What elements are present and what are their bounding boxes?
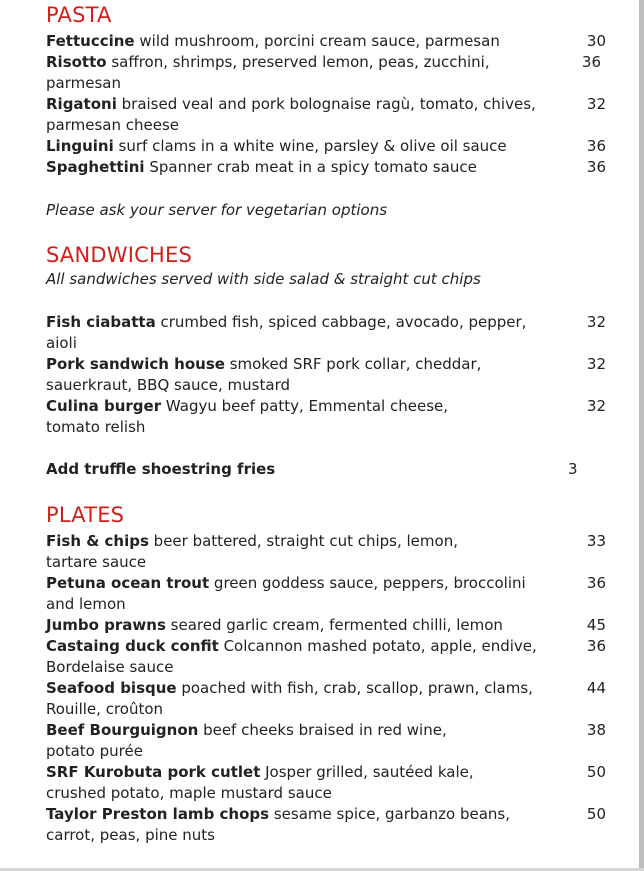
menu-item — [46, 52, 601, 94]
item-description: Spanner crab meat in a spicy tomato sauce — [144, 158, 477, 176]
sandwiches-section — [46, 241, 606, 480]
plates-section — [46, 501, 606, 846]
item-price: 36 — [586, 574, 606, 592]
addon-price: 3 — [568, 460, 578, 478]
item-price: 36 — [581, 53, 601, 71]
item-name: Beef Bourguignon — [46, 721, 199, 739]
item-name: Linguini — [46, 137, 114, 155]
item-description: sesame spice, garbanzo beans, carrot, peas, pine nuts — [46, 805, 510, 844]
item-description: Josper grilled, sautéed kale, crushed potato, maple mustard sauce — [46, 763, 474, 802]
vegetarian-note: Please ask your server for vegetarian options — [46, 201, 388, 219]
menu-item — [46, 636, 606, 678]
item-name: SRF Kurobuta pork cutlet — [46, 763, 261, 781]
item-description: green goddess sauce, peppers, broccolini and lemon — [46, 574, 526, 613]
menu-item — [46, 31, 606, 52]
item-price: 50 — [586, 805, 606, 823]
plates-title: PLATES — [46, 503, 125, 527]
item-name: Risotto — [46, 53, 107, 71]
item-price: 45 — [586, 616, 606, 634]
item-price: 44 — [586, 679, 606, 697]
item-description: surf clams in a white wine, parsley & olive oil sauce — [113, 137, 507, 155]
page-edge-shadow — [639, 0, 644, 871]
item-description: saffron, shrimps, preserved lemon, peas, zucchini, parmesan — [46, 53, 490, 92]
item-description: Wagyu beef patty, Emmental cheese, tomato relish — [46, 397, 449, 436]
item-price: 36 — [586, 158, 606, 176]
menu-item — [46, 720, 606, 762]
addon-item — [46, 459, 606, 480]
item-description: seared garlic cream, fermented chilli, lemon — [165, 616, 503, 634]
item-price: 30 — [586, 32, 606, 50]
menu-item — [46, 615, 606, 636]
item-name: Taylor Preston lamb chops — [46, 805, 270, 823]
item-name: Jumbo prawns — [46, 616, 166, 634]
item-description: beef cheeks braised in red wine, potato purée — [46, 721, 447, 760]
item-price: 32 — [586, 313, 606, 331]
sandwiches-title: SANDWICHES — [46, 243, 192, 267]
item-price: 33 — [586, 532, 606, 550]
item-name: Fish ciabatta — [46, 313, 156, 331]
item-name: Pork sandwich house — [46, 355, 225, 373]
menu-item — [46, 312, 606, 354]
menu-item — [46, 354, 606, 396]
item-name: Culina burger — [46, 397, 162, 415]
pasta-section — [46, 1, 606, 221]
item-description: crumbed fish, spiced cabbage, avocado, pepper, aioli — [46, 313, 527, 352]
pasta-title: PASTA — [46, 3, 112, 27]
item-description: poached with fish, crab, scallop, prawn, clams, Rouille, croûton — [46, 679, 533, 718]
item-name: Castaing duck confit — [46, 637, 219, 655]
item-name: Fish & chips — [46, 532, 149, 550]
item-price: 36 — [586, 137, 606, 155]
menu-item — [46, 762, 606, 804]
menu-item — [46, 94, 606, 136]
menu-item — [46, 804, 606, 846]
item-price: 36 — [586, 637, 606, 655]
sandwiches-subtitle: All sandwiches served with side salad & straight cut chips — [46, 270, 481, 288]
item-price: 50 — [586, 763, 606, 781]
item-description: Colcannon mashed potato, apple, endive, Bordelaise sauce — [46, 637, 537, 676]
menu-item — [46, 136, 606, 157]
menu-item — [46, 157, 606, 178]
item-name: Seafood bisque — [46, 679, 177, 697]
item-name: Rigatoni — [46, 95, 117, 113]
item-description: smoked SRF pork collar, cheddar, sauerkraut, BBQ sauce, mustard — [46, 355, 482, 394]
item-price: 38 — [586, 721, 606, 739]
item-description: beer battered, straight cut chips, lemon, tartare sauce — [46, 532, 458, 571]
addon-name: Add truffle shoestring fries — [46, 460, 276, 478]
item-price: 32 — [586, 95, 606, 113]
menu-item — [46, 573, 606, 615]
item-name: Fettuccine — [46, 32, 135, 50]
menu-item — [46, 678, 606, 720]
menu-item — [46, 531, 606, 573]
menu-item — [46, 396, 606, 438]
item-name: Petuna ocean trout — [46, 574, 210, 592]
item-description: braised veal and pork bolognaise ragù, tomato, chives, parmesan cheese — [46, 95, 536, 134]
item-price: 32 — [586, 397, 606, 415]
item-name: Spaghettini — [46, 158, 145, 176]
item-description: wild mushroom, porcini cream sauce, parmesan — [134, 32, 500, 50]
item-price: 32 — [586, 355, 606, 373]
